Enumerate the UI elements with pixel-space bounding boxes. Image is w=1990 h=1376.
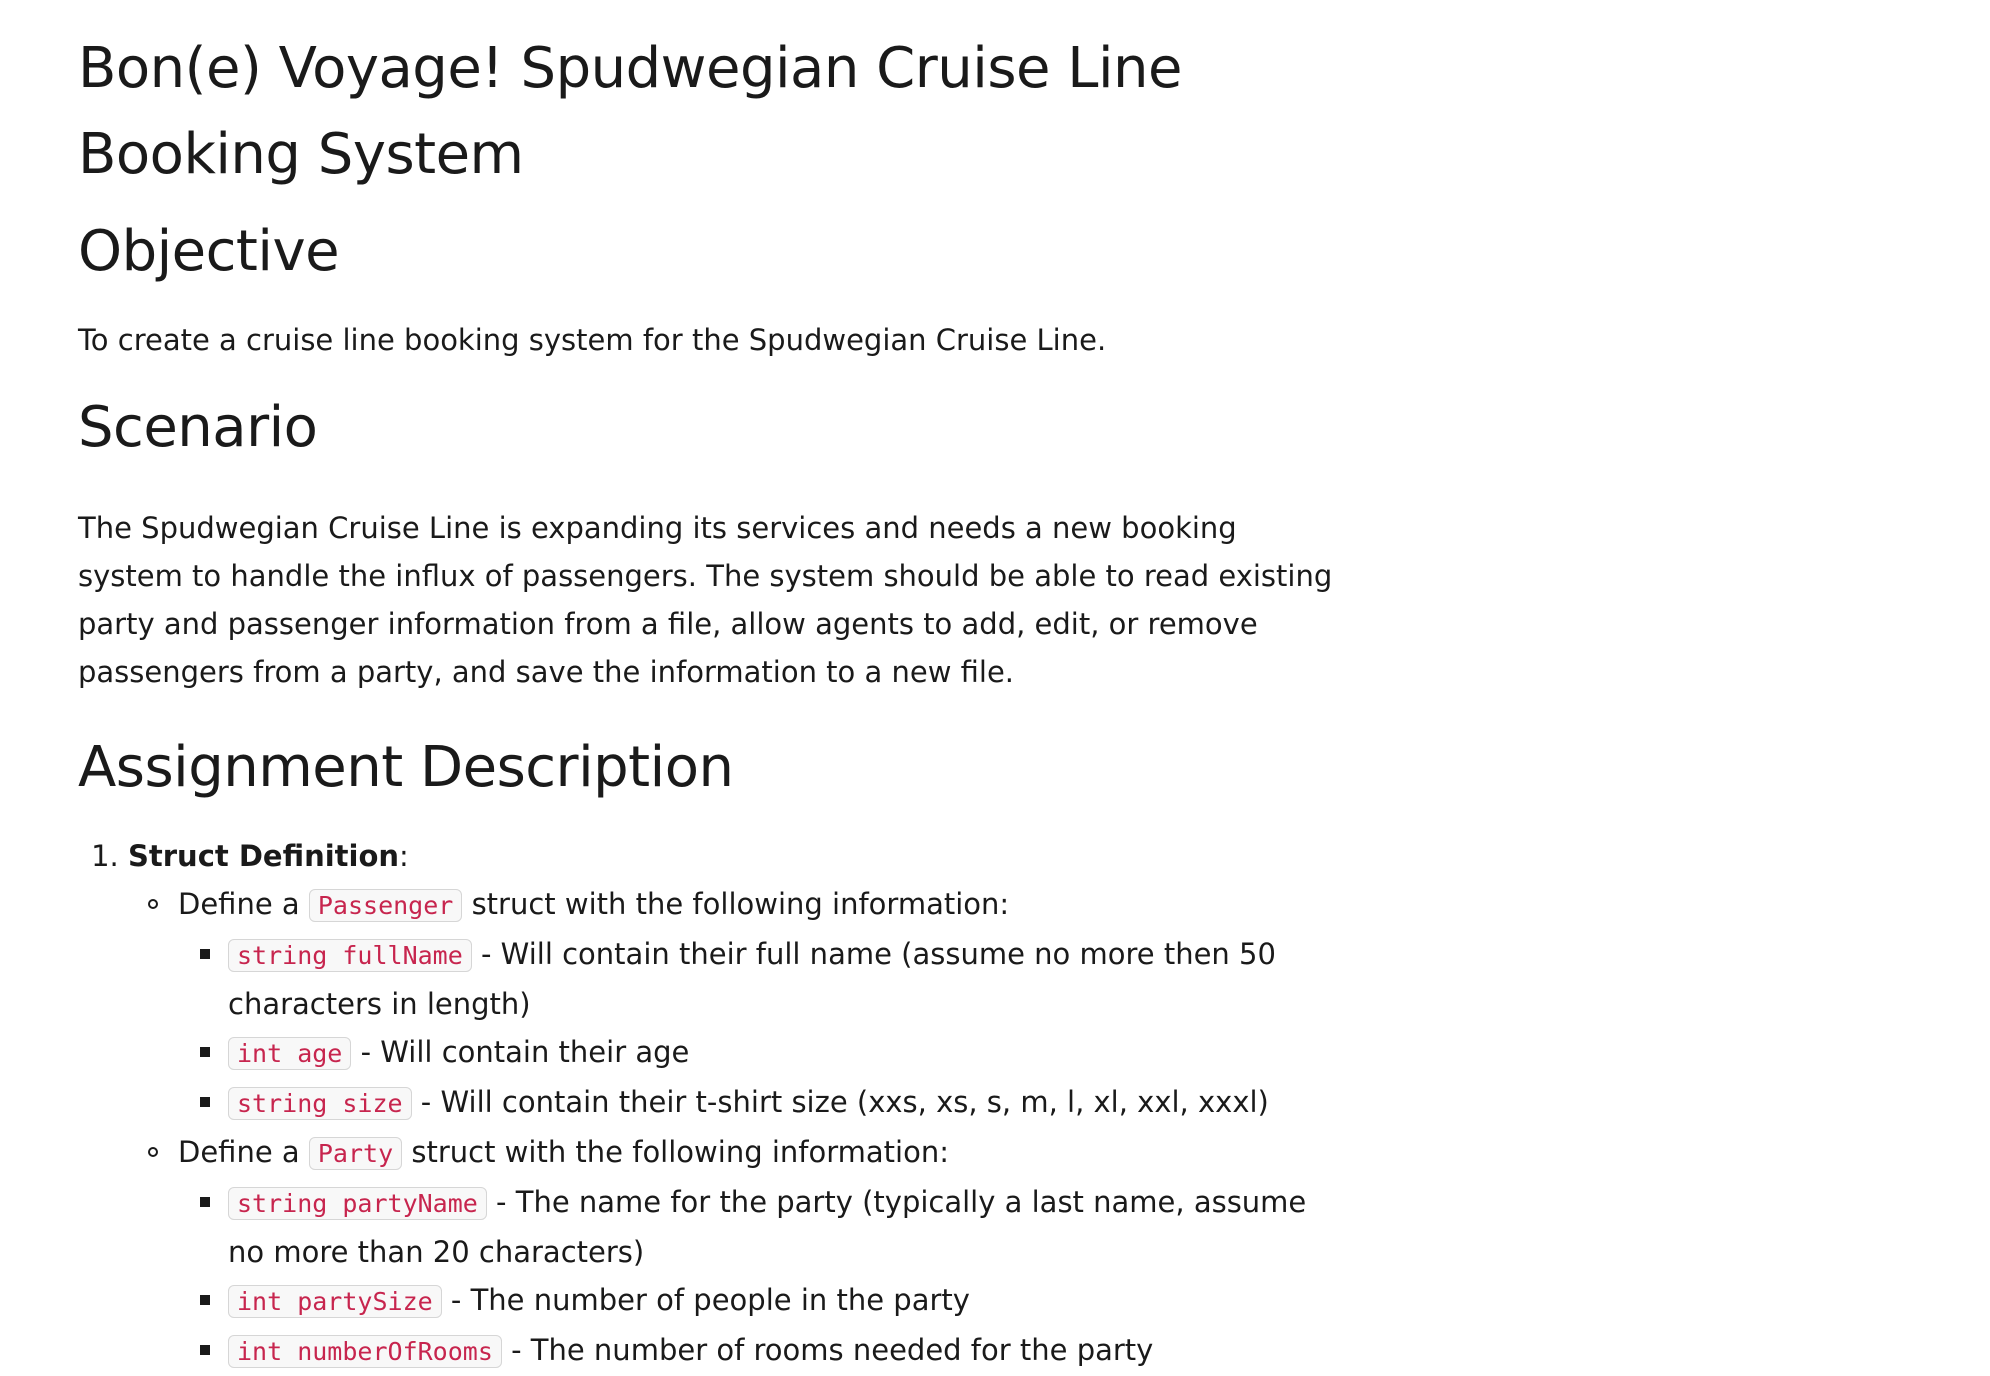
field-code: string fullName <box>228 939 472 972</box>
field-item <box>228 930 1338 1028</box>
field-item <box>228 1028 1338 1078</box>
field-desc: - The number of people in the party <box>450 1283 970 1317</box>
party-code: Party <box>309 1137 402 1170</box>
objective-heading: Objective <box>78 219 340 284</box>
assignment-heading: Assignment Description <box>78 735 734 800</box>
scenario-heading: Scenario <box>78 395 318 460</box>
circle-bullet-icon <box>148 1147 158 1157</box>
circle-bullet-icon <box>148 899 158 909</box>
document <box>78 0 1338 1376</box>
square-bullet-icon <box>200 1097 210 1107</box>
square-bullet-icon <box>200 1345 210 1355</box>
passenger-prefix: Define a <box>178 887 300 921</box>
field-code: string partyName <box>228 1187 487 1220</box>
party-prefix: Define a <box>178 1135 300 1169</box>
field-code: int numberOfRooms <box>228 1335 502 1368</box>
field-desc: - Will contain their full name (assume no more then 50 characters in length) <box>228 937 1276 1021</box>
assignment-list <box>78 832 1338 1376</box>
field-item <box>228 1178 1338 1276</box>
field-item <box>228 1326 1338 1376</box>
party-fields <box>178 1178 1338 1376</box>
struct-definition-label: Struct Definition <box>128 839 400 873</box>
square-bullet-icon <box>200 1197 210 1207</box>
passenger-code: Passenger <box>309 889 462 922</box>
square-bullet-icon <box>200 1295 210 1305</box>
field-desc: - Will contain their age <box>360 1035 690 1069</box>
struct-definition-colon: : <box>399 839 409 873</box>
field-desc: - The name for the party (typically a last name, assume no more than 20 characters) <box>228 1185 1307 1269</box>
party-struct-item <box>178 1128 1338 1376</box>
field-code: int partySize <box>228 1285 442 1318</box>
field-item <box>228 1078 1338 1128</box>
list-item-struct-definition <box>128 832 1338 1376</box>
party-suffix: struct with the following information: <box>411 1135 949 1169</box>
field-code: int age <box>228 1037 351 1070</box>
field-code: string size <box>228 1087 412 1120</box>
field-desc: - Will contain their t-shirt size (xxs, xs, s, m, l, xl, xxl, xxxl) <box>420 1085 1269 1119</box>
field-item <box>228 1276 1338 1326</box>
page-title: Bon(e) Voyage! Spudwegian Cruise Line Booking System <box>78 36 1182 187</box>
square-bullet-icon <box>200 949 210 959</box>
passenger-suffix: struct with the following information: <box>471 887 1010 921</box>
passenger-struct-item <box>178 880 1338 1128</box>
square-bullet-icon <box>200 1047 210 1057</box>
scenario-text: The Spudwegian Cruise Line is expanding its services and needs a new booking system to handle the influx of passengers. The system should be able to read existing party and passenger information from a file, allow agents to add, edit, or remove passengers from a party, and save the information to a new file. <box>78 511 1333 689</box>
field-desc: - The number of rooms needed for the party <box>511 1333 1154 1367</box>
objective-text: To create a cruise line booking system for the Spudwegian Cruise Line. <box>78 323 1107 357</box>
struct-sublist <box>128 880 1338 1376</box>
passenger-fields <box>178 930 1338 1128</box>
